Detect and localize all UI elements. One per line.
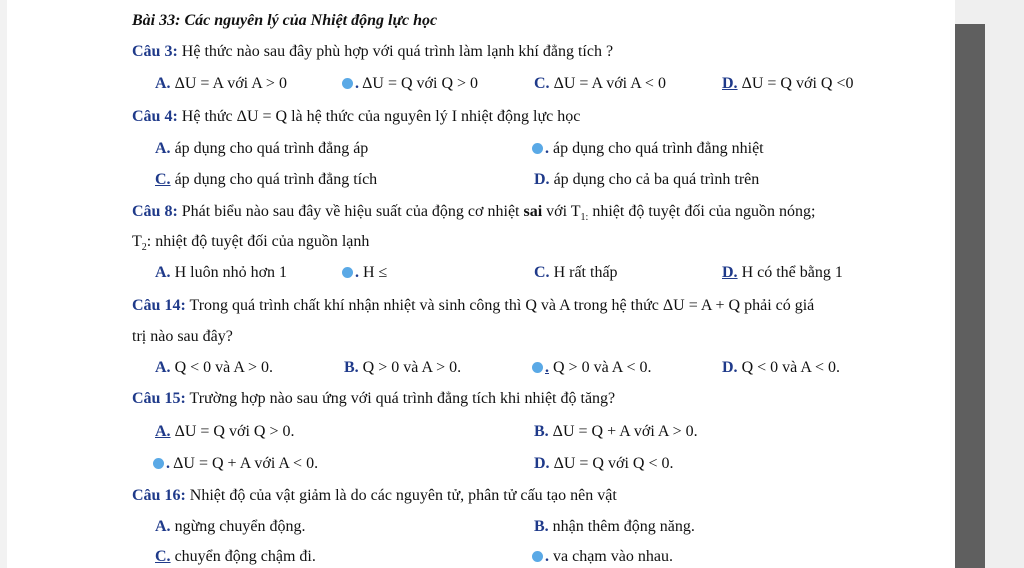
question-text: Trường hợp nào sau ứng với quá trình đẳng tích khi nhiệt độ tăng? (189, 390, 616, 407)
option-letter: A. (155, 423, 171, 440)
question-text: Phát biểu nào sau đây về hiệu suất của động cơ nhiệt (181, 203, 520, 220)
question-16 (132, 486, 617, 506)
option-d[interactable] (534, 454, 673, 474)
question-text: Hệ thức ΔU = Q là hệ thức của nguyên lý I nhiệt động lực học (181, 108, 581, 125)
option-c[interactable] (534, 263, 618, 283)
option-text: chuyển động chậm đi. (174, 548, 316, 565)
option-text: áp dụng cho cả ba quá trình trên (553, 171, 760, 188)
option-c[interactable] (153, 454, 318, 474)
option-letter: C. (155, 548, 171, 565)
option-a[interactable] (155, 139, 368, 159)
option-a[interactable] (155, 517, 305, 537)
option-letter: . (545, 359, 549, 376)
question-14 (132, 296, 814, 316)
question-4 (132, 107, 580, 127)
option-d[interactable] (534, 170, 759, 190)
option-a[interactable] (155, 422, 294, 442)
question-text: T (132, 233, 142, 250)
selection-marker-icon (532, 362, 543, 373)
option-d[interactable] (722, 263, 843, 283)
option-letter: B. (534, 423, 549, 440)
option-a[interactable] (155, 263, 287, 283)
option-c[interactable] (155, 547, 316, 567)
question-8-continued (132, 232, 369, 258)
question-3 (132, 42, 613, 62)
option-letter: C. (534, 264, 550, 281)
option-text: Q < 0 và A > 0. (174, 359, 274, 376)
option-letter: . (545, 548, 549, 565)
option-letter: A. (155, 518, 171, 535)
selection-marker-icon (532, 551, 543, 562)
option-letter: A. (155, 264, 171, 281)
option-c[interactable] (534, 74, 666, 94)
question-label: Câu 16: (132, 487, 186, 504)
question-text: : nhiệt độ tuyệt đối của nguồn lạnh (146, 233, 370, 250)
option-letter: . (545, 140, 549, 157)
option-b[interactable] (534, 517, 695, 537)
option-text: va chạm vào nhau. (553, 548, 673, 565)
option-text: áp dụng cho quá trình đẳng nhiệt (553, 140, 764, 157)
option-text: áp dụng cho quá trình đẳng áp (174, 140, 369, 157)
option-d[interactable] (532, 547, 673, 567)
subscript: 1: (580, 212, 589, 224)
question-text: Nhiệt độ của vật giảm là do các nguyên tử, phân tử cấu tạo nên vật (189, 487, 617, 504)
option-letter: B. (344, 359, 359, 376)
question-label: Câu 4: (132, 108, 178, 125)
option-b[interactable] (342, 263, 387, 283)
option-text: ΔU = Q với Q > 0 (362, 75, 479, 92)
option-a[interactable] (155, 358, 273, 378)
option-letter: A. (155, 75, 171, 92)
option-d[interactable] (722, 358, 840, 378)
option-text: Q > 0 và A < 0. (553, 359, 652, 376)
option-text: áp dụng cho quá trình đẳng tích (174, 171, 378, 188)
option-text: H luôn nhỏ hơn 1 (174, 264, 288, 281)
option-letter: C. (534, 75, 550, 92)
option-letter: B. (534, 518, 549, 535)
option-text: Q < 0 và A < 0. (741, 359, 841, 376)
option-letter: D. (534, 455, 550, 472)
option-a[interactable] (155, 74, 287, 94)
question-text: Hệ thức nào sau đây phù hợp với quá trình làm lạnh khí đẳng tích ? (181, 43, 614, 60)
page-title: Bài 33: Các nguyên lý của Nhiệt động lực học (132, 12, 438, 29)
option-text: ngừng chuyển động. (174, 518, 306, 535)
question-label: Câu 3: (132, 43, 178, 60)
selection-marker-icon (342, 78, 353, 89)
option-text: ΔU = A với A < 0 (553, 75, 666, 92)
question-15 (132, 389, 615, 409)
question-label: Câu 14: (132, 297, 186, 314)
selection-marker-icon (342, 267, 353, 278)
option-text: ΔU = Q với Q <0 (741, 75, 854, 92)
option-b[interactable] (532, 139, 764, 159)
question-text: nhiệt độ tuyệt đối của nguồn nóng; (592, 203, 816, 220)
option-b[interactable] (534, 422, 698, 442)
option-letter: D. (722, 264, 738, 281)
option-letter: . (355, 264, 359, 281)
option-letter: D. (534, 171, 550, 188)
question-text: trị nào sau đây? (132, 328, 233, 345)
option-letter: C. (155, 171, 171, 188)
option-text: H rất thấp (553, 264, 618, 281)
selection-marker-icon (153, 458, 164, 469)
option-letter: . (166, 455, 170, 472)
option-text: H ≤ (363, 264, 388, 281)
question-label: Câu 15: (132, 390, 186, 407)
option-c[interactable] (532, 358, 652, 378)
emphasis-word: sai (523, 203, 543, 220)
option-letter: D. (722, 75, 738, 92)
option-letter: A. (155, 140, 171, 157)
option-c[interactable] (155, 170, 377, 190)
option-b[interactable] (342, 74, 478, 94)
option-text: ΔU = A với A > 0 (174, 75, 287, 92)
option-text: H có thể bằng 1 (741, 264, 843, 281)
question-text: với T (546, 203, 581, 220)
option-text: ΔU = Q + A với A > 0. (552, 423, 698, 440)
option-letter: . (355, 75, 359, 92)
option-text: ΔU = Q + A với A < 0. (173, 455, 319, 472)
option-d[interactable] (722, 74, 853, 94)
option-text: ΔU = Q với Q > 0. (174, 423, 295, 440)
scrollbar-thumb[interactable] (955, 24, 985, 568)
question-text: Trong quá trình chất khí nhận nhiệt và sinh công thì Q và A trong hệ thức ΔU = A + Q phải có giá (189, 297, 815, 314)
option-letter: A. (155, 359, 171, 376)
subscript: 2 (141, 242, 147, 254)
option-letter: D. (722, 359, 738, 376)
selection-marker-icon (532, 143, 543, 154)
option-b[interactable] (344, 358, 461, 378)
option-text: Q > 0 và A > 0. (362, 359, 462, 376)
question-8 (132, 202, 815, 228)
question-label: Câu 8: (132, 203, 178, 220)
option-text: nhận thêm động năng. (552, 518, 695, 535)
question-14-continued (132, 327, 233, 347)
option-text: ΔU = Q với Q < 0. (553, 455, 674, 472)
